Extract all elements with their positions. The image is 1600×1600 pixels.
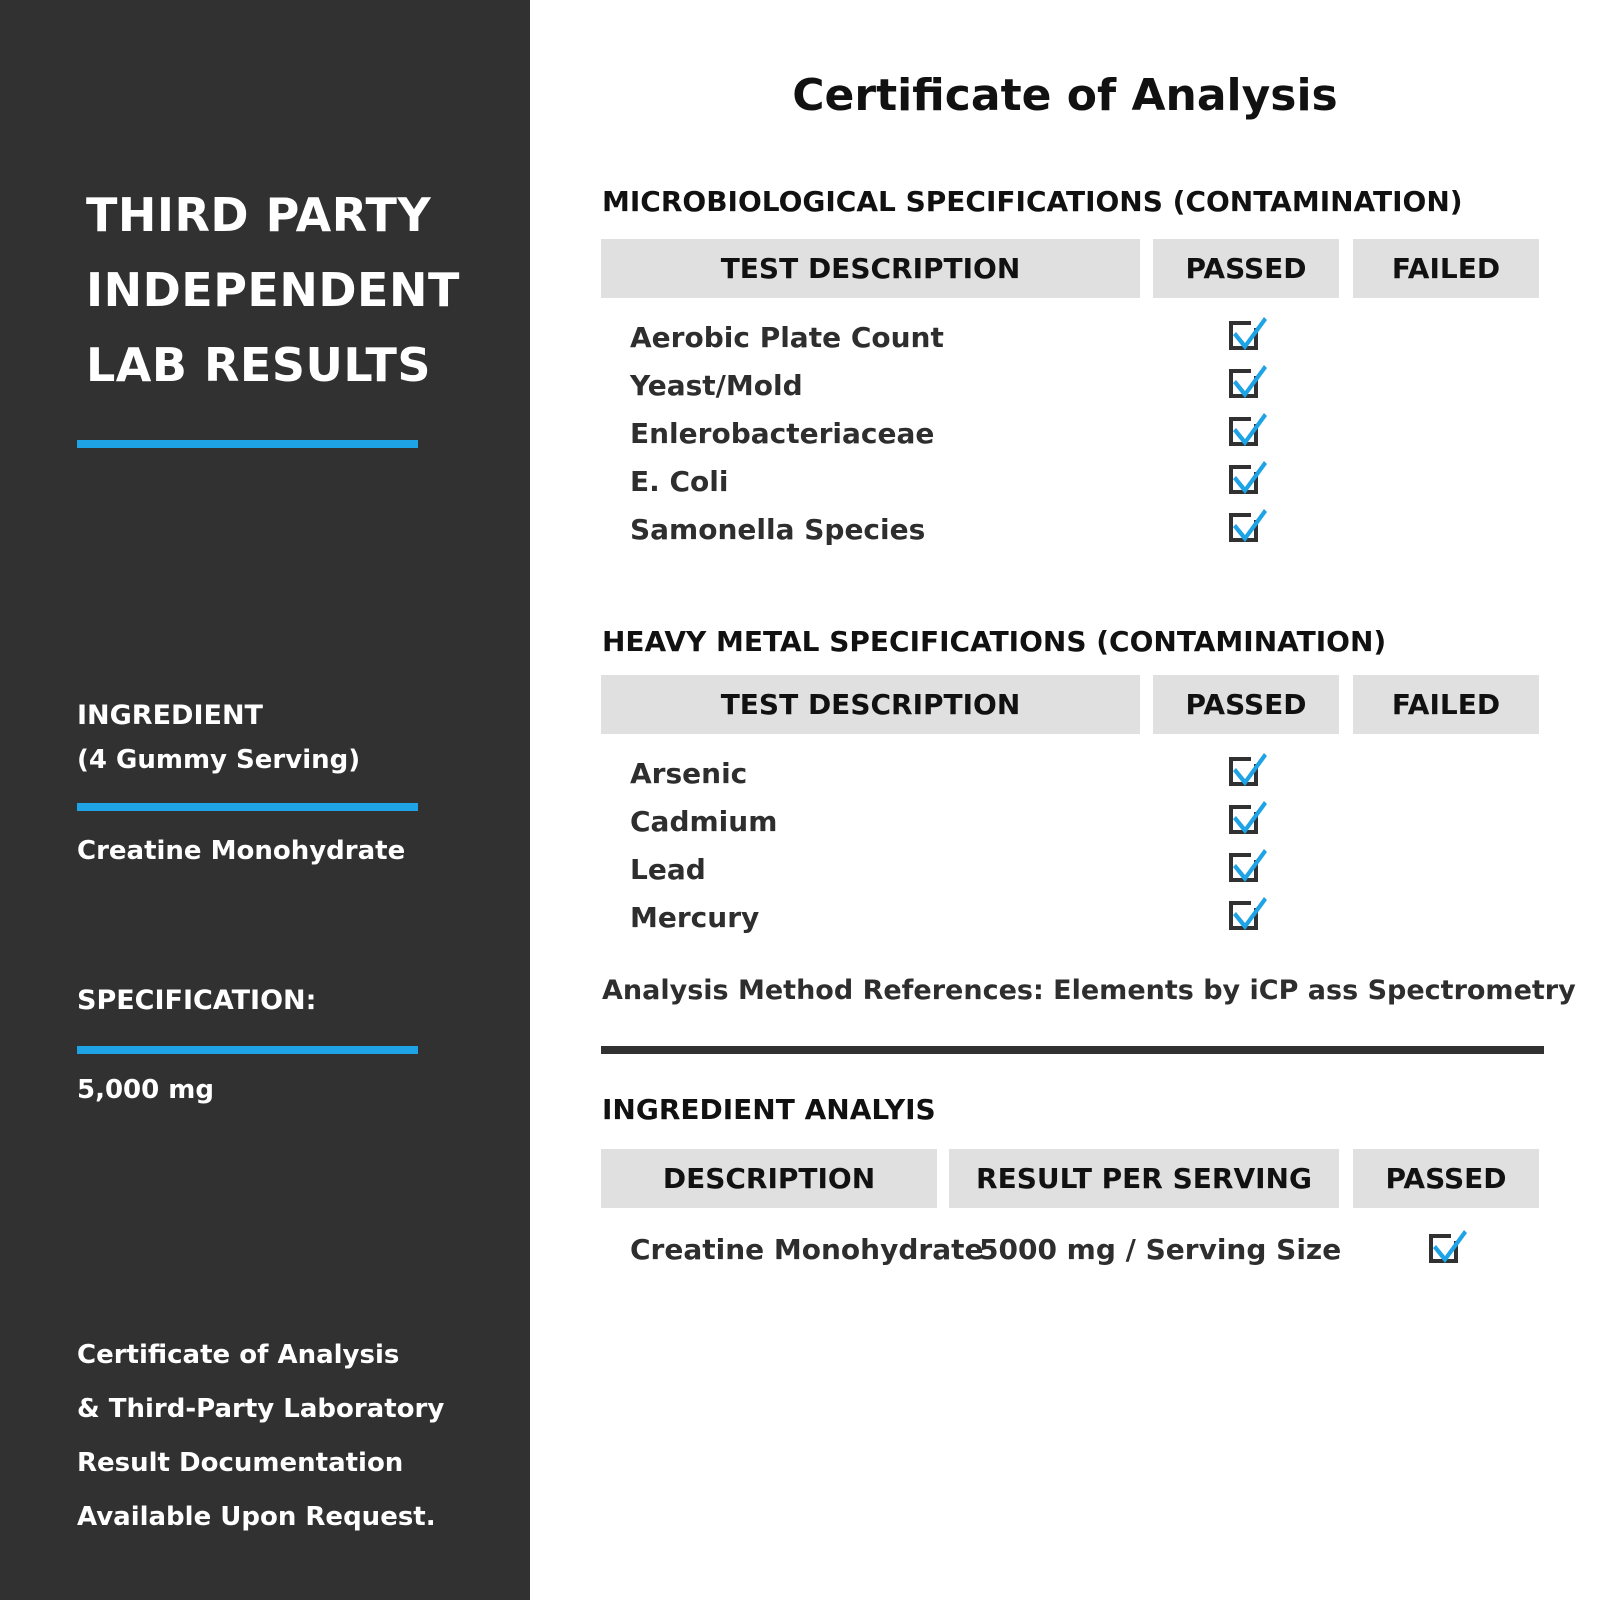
note-line: Available Upon Request. — [77, 1502, 436, 1532]
micro-row-label: Enlerobacteriaceae — [630, 417, 935, 450]
page-title: Certificate of Analysis — [792, 70, 1338, 121]
spec-value: 5,000 mg — [77, 1075, 214, 1105]
availability-note — [77, 1328, 517, 1544]
metal-section-title: HEAVY METAL SPECIFICATIONS (CONTAMINATION) — [602, 625, 1387, 658]
checked-box-icon — [1226, 314, 1268, 356]
ingredient-header-passed: PASSED — [1353, 1149, 1539, 1208]
micro-header-failed: FAILED — [1353, 239, 1539, 298]
sidebar-heading — [86, 178, 506, 403]
ingredient-row-description: Creatine Monohydrate — [630, 1233, 984, 1266]
checked-box-icon — [1226, 362, 1268, 404]
micro-row-label: Aerobic Plate Count — [630, 321, 944, 354]
metal-row-label: Mercury — [630, 901, 760, 934]
ingredient-header-result: RESULT PER SERVING — [949, 1149, 1339, 1208]
checked-box-icon — [1226, 458, 1268, 500]
metal-header-passed: PASSED — [1153, 675, 1339, 734]
micro-row-label: Yeast/Mold — [630, 369, 803, 402]
sidebar-heading-line: INDEPENDENT — [86, 263, 460, 317]
spec-label: SPECIFICATION: — [77, 985, 317, 1016]
checked-box-icon — [1226, 798, 1268, 840]
checked-box-icon — [1226, 410, 1268, 452]
micro-row-label: Samonella Species — [630, 513, 926, 546]
sidebar-heading-line: THIRD PARTY — [86, 188, 432, 242]
ingredient-sub: (4 Gummy Serving) — [77, 745, 361, 775]
ingredient-header-description: DESCRIPTION — [601, 1149, 937, 1208]
note-line: Certificate of Analysis — [77, 1340, 400, 1370]
metal-header-description: TEST DESCRIPTION — [601, 675, 1140, 734]
checked-box-icon — [1226, 894, 1268, 936]
ingredient-value: Creatine Monohydrate — [77, 836, 406, 866]
micro-header-description: TEST DESCRIPTION — [601, 239, 1140, 298]
metal-header-failed: FAILED — [1353, 675, 1539, 734]
checked-box-icon — [1426, 1227, 1468, 1269]
analysis-method-note: Analysis Method References: Elements by iCP ass Spectrometry — [602, 975, 1576, 1006]
metal-row-label: Arsenic — [630, 757, 748, 790]
accent-divider — [77, 803, 418, 811]
metal-row-label: Lead — [630, 853, 706, 886]
sidebar-heading-line: LAB RESULTS — [86, 338, 432, 392]
micro-header-passed: PASSED — [1153, 239, 1339, 298]
note-line: & Third-Party Laboratory — [77, 1394, 445, 1424]
accent-divider — [77, 440, 418, 448]
micro-section-title: MICROBIOLOGICAL SPECIFICATIONS (CONTAMINATION) — [602, 185, 1463, 218]
section-divider — [601, 1046, 1544, 1054]
checked-box-icon — [1226, 846, 1268, 888]
accent-divider — [77, 1046, 418, 1054]
checked-box-icon — [1226, 506, 1268, 548]
ingredient-row-result: 5000 mg / Serving Size — [979, 1233, 1342, 1266]
ingredient-section-title: INGREDIENT ANALYIS — [602, 1093, 936, 1126]
micro-row-label: E. Coli — [630, 465, 729, 498]
ingredient-label: INGREDIENT — [77, 700, 263, 731]
note-line: Result Documentation — [77, 1448, 404, 1478]
checked-box-icon — [1226, 750, 1268, 792]
sidebar-panel — [0, 0, 530, 1600]
metal-row-label: Cadmium — [630, 805, 778, 838]
